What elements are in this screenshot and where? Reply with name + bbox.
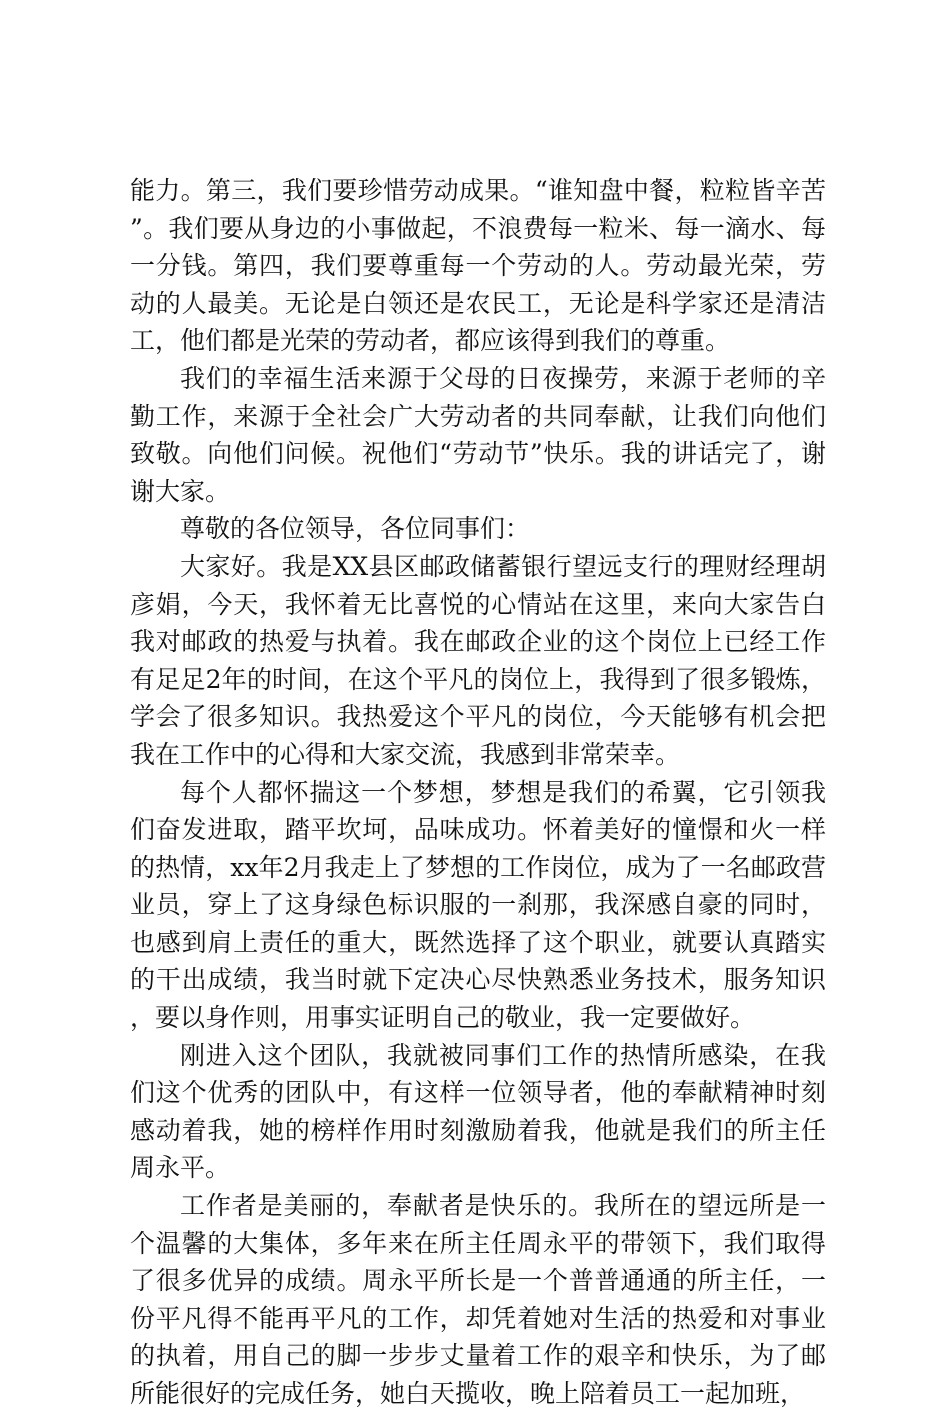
paragraph-7: 工作者是美丽的，奉献者是快乐的。我所在的望远所是一个温馨的大集体，多年来在所主任周永平的带领下，我们取得了很多优异的成绩。周永平所长是一个普普通通的所主任，一份平凡得不能再平凡的工作，却凭着她对生活的热爱和对事业的执着，用自己的脚一步步丈量着工作的艰辛和快乐，为了邮所能很好的完成任务，她白天揽收，晚上陪着员工一起加班， (130, 1191, 826, 1408)
paragraph-1: 能力。第三，我们要珍惜劳动成果。“谁知盘中餐，粒粒皆辛苦”。我们要从身边的小事做起，不浪费每一粒米、每一滴水、每一分钱。第四，我们要尊重每一个劳动的人。劳动最光荣，劳动的人最美。无论是白领还是农民工，无论是科学家还是清洁工，他们都是光荣的劳动者，都应该得到我们的尊重。 (130, 176, 826, 356)
paragraph-5: 每个人都怀揣这一个梦想，梦想是我们的希翼，它引领我们奋发进取，踏平坎坷，品味成功。怀着美好的憧憬和火一样的热情，xx年2月我走上了梦想的工作岗位，成为了一名邮政营业员，穿上了这身绿色标识服的一刹那，我深感自豪的同时，也感到肩上责任的重大，既然选择了这个职业，就要认真踏实的干出成绩，我当时就下定决心尽快熟悉业务技术，服务知识，要以身作则，用事实证明自己的敬业，我一定要做好。 (130, 777, 826, 1033)
document-body (130, 172, 826, 1413)
salutation-paragraph: 尊敬的各位领导，各位同事们： (180, 514, 531, 544)
paragraph-4: 大家好。我是XX县区邮政储蓄银行望远支行的理财经理胡彦娟，今天，我怀着无比喜悦的心情站在这里，来向大家告白我对邮政的热爱与执着。我在邮政企业的这个岗位上已经工作有足足2年的时间，在这个平凡的岗位上，我得到了很多锻炼，学会了很多知识。我热爱这个平凡的岗位，今天能够有机会把我在工作中的心得和大家交流，我感到非常荣幸。 (130, 551, 826, 769)
paragraph-6: 刚进入这个团队，我就被同事们工作的热情所感染，在我们这个优秀的团队中，有这样一位领导者，他的奉献精神时刻感动着我，她的榜样作用时刻激励着我，他就是我们的所主任周永平。 (130, 1040, 826, 1183)
paragraph-2: 我们的幸福生活来源于父母的日夜操劳，来源于老师的辛勤工作，来源于全社会广大劳动者的共同奉献，让我们向他们致敬。向他们问候。祝他们“劳动节”快乐。我的讲话完了，谢谢大家。 (130, 363, 826, 506)
